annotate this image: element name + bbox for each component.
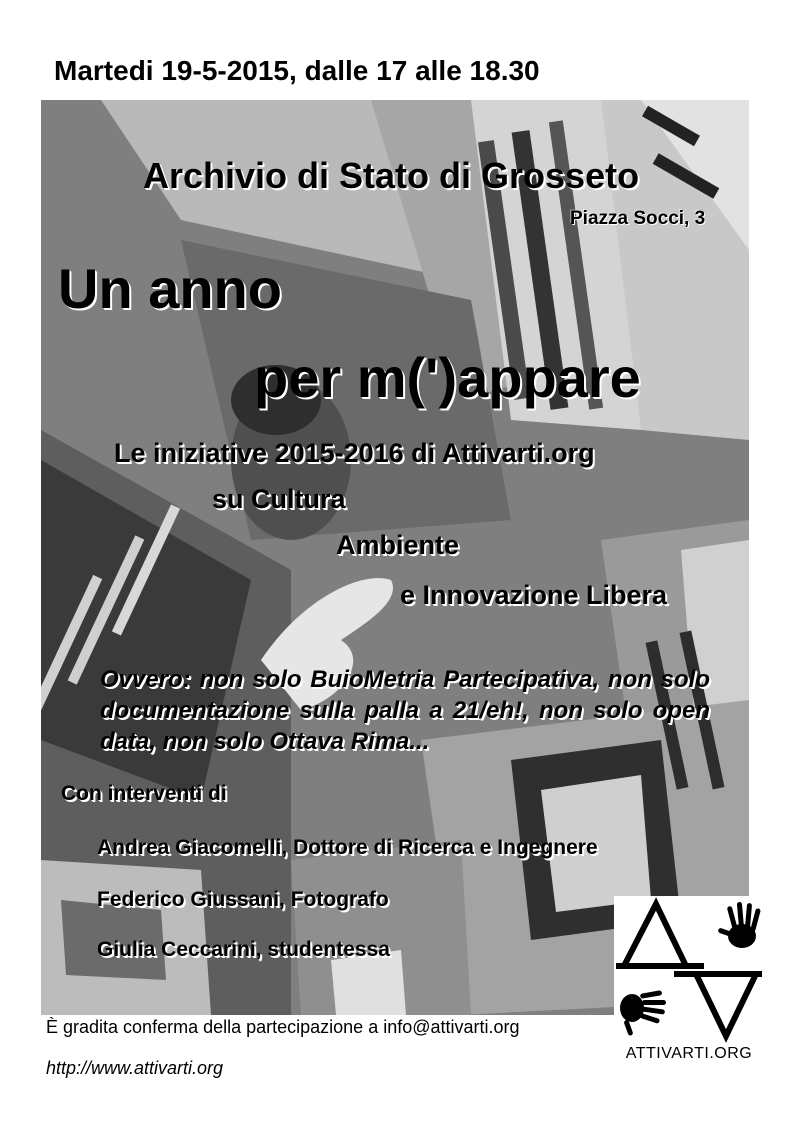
- attivarti-logo: [614, 896, 764, 1046]
- title-line-2: per m(')appare: [254, 346, 641, 409]
- speaker-item: Andrea Giacomelli, Dottore di Ricerca e Ingegnere: [97, 836, 598, 859]
- website-link[interactable]: http://www.attivarti.org: [46, 1058, 224, 1078]
- event-venue: Archivio di Stato di Grosseto: [143, 155, 640, 196]
- logo-label: ATTIVARTI.ORG: [625, 1045, 753, 1062]
- aa-hands-logo-icon: [614, 896, 764, 1046]
- event-address: Piazza Socci, 3: [570, 208, 706, 229]
- event-date-time: Martedi 19-5-2015, dalle 17 alle 18.30: [54, 55, 540, 86]
- speaker-item: Giulia Ceccarini, studentessa: [97, 938, 390, 961]
- subtitle-line-4: e Innovazione Libera: [400, 580, 668, 610]
- subtitle-line-1: Le iniziative 2015-2016 di Attivarti.org: [114, 438, 595, 468]
- intro-paragraph: Ovvero: non solo BuioMetria Partecipativa, non solo documentazione sulla palla a 21/eh!, non solo open data, non solo Ottava Rima...: [100, 666, 710, 755]
- title-line-1: Un anno: [58, 257, 282, 320]
- speakers-heading: Con interventi di: [61, 782, 227, 805]
- rsvp-note: È gradita conferma della partecipazione a info@attivarti.org: [46, 1017, 520, 1037]
- speaker-item: Federico Giussani, Fotografo: [97, 888, 389, 911]
- subtitle-line-3: Ambiente: [336, 530, 460, 560]
- subtitle-line-2: su Cultura: [212, 484, 346, 514]
